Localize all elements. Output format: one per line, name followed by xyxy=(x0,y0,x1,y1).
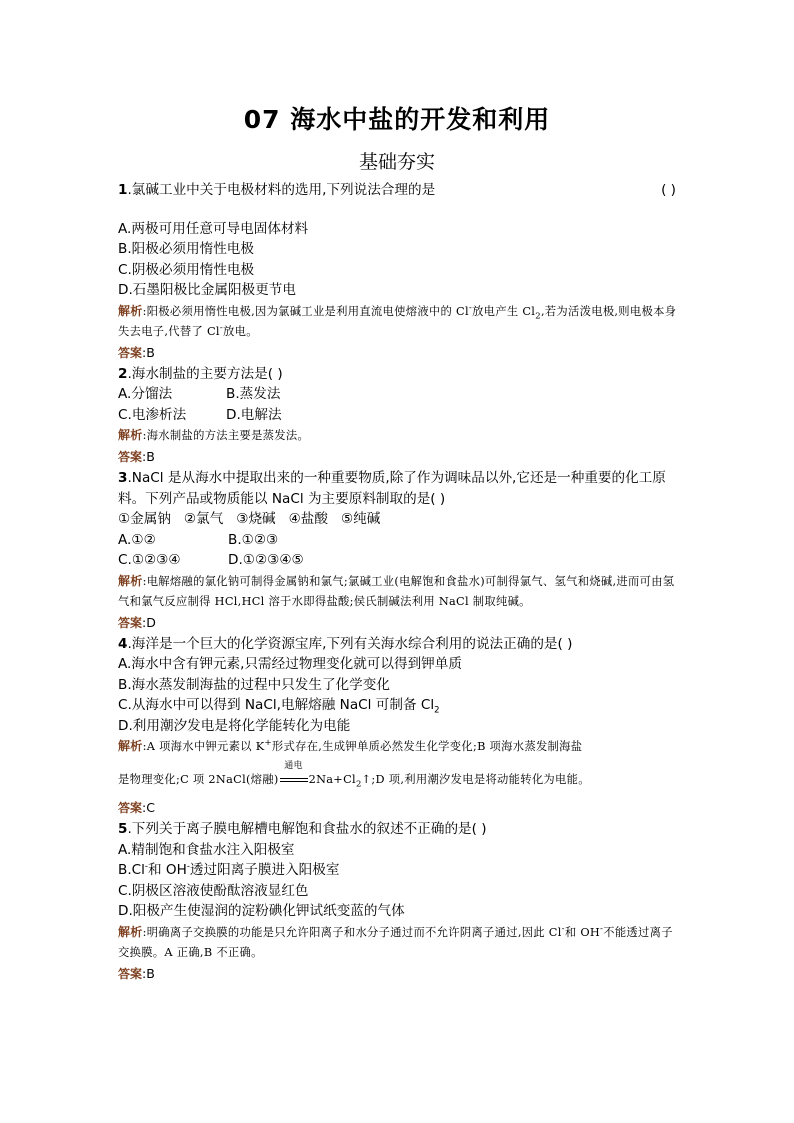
option-d: D.①②③④⑤ xyxy=(228,552,304,568)
reaction-arrow: 通电 xyxy=(280,763,308,797)
explanation: 解析:海水制盐的方法主要是蒸发法。 xyxy=(118,428,310,442)
option-c: C.电渗析法 xyxy=(118,406,187,423)
item-list: ①金属钠 ②氯气 ③烧碱 ④盐酸 ⑤纯碱 xyxy=(118,511,381,527)
section-subtitle: 基础夯实 xyxy=(358,151,435,173)
option-c: C.①②③④ xyxy=(118,552,181,568)
option-a: A.精制饱和食盐水注入阳极室 xyxy=(118,841,295,858)
question-list xyxy=(118,180,678,985)
answer: 答案:C xyxy=(118,800,155,815)
option-d: D.阳极产生使湿润的淀粉碘化钾试纸变蓝的气体 xyxy=(118,903,405,919)
option-c: C.阴极必须用惰性电极 xyxy=(118,261,255,278)
answer: 答案:B xyxy=(118,449,155,464)
explanation: 解析:阳极必须用惰性电极,因为氯碱工业是利用直流电使熔液中的 Cl-放电产生 $Cl_2$,若为活泼电极,则电极本身失去电子,代替了 Cl-放电。 xyxy=(118,302,677,338)
explanation: 解析:明确离子交换膜的功能是只允许阳离子和水分子通过而不允许阴离子通过,因此 Cl-和 OH-不能透过离子交换膜。A 正确,B 不正确。 xyxy=(118,923,673,959)
option-row xyxy=(118,405,678,426)
option-a: A.分馏法 xyxy=(118,386,173,402)
question-stem: 3.NaCl 是从海水中提取出来的一种重要物质,除了作为调味品以外,它还是一种重要的化工原料。下列产品或物质能以 NaCl 为主要原料制取的是( ) xyxy=(118,470,666,507)
explanation: 解析:A 项海水中钾元素以 K+形式存在,生成钾单质必然发生化学变化;B 项海水蒸发制海盐 xyxy=(118,738,583,753)
explanation-equation-line: 是物理变化;C 项 2NaCl(熔融) 通电 $2Na+Cl_2↑;D$ 项,利用潮汐发电是将动能转化为电能。 xyxy=(118,757,678,797)
answer-blank: ( ) xyxy=(661,182,676,198)
option-b: B.Cl-和 OH-透过阳离子膜进入阳极室 xyxy=(118,861,340,878)
question-2 xyxy=(118,364,678,469)
question-4 xyxy=(118,634,678,820)
option-a: A.海水中含有钾元素,只需经过物理变化就可以得到钾单质 xyxy=(118,656,462,672)
option-d: D.石墨阳极比金属阳极更节电 xyxy=(118,282,296,298)
explanation: 解析:电解熔融的氯化钠可制得金属钠和氯气;氯碱工业(电解饱和食盐水)可制得氯气、氢气和烧碱,进而可由氢气和氯气反应制得 HCl,HCl 溶于水即得盐酸;侯氏制碱法利用 NaCl 制取纯碱。 xyxy=(118,573,675,608)
answer: 答案:D xyxy=(118,614,156,630)
option-a: A.①② xyxy=(118,531,156,548)
option-c: C.阴极区溶液使酚酞溶液显红色 xyxy=(118,882,309,899)
answer: 答案:B xyxy=(118,344,155,360)
question-5 xyxy=(118,819,678,985)
question-stem: 5.下列关于离子膜电解槽电解饱和食盐水的叙述不正确的是( ) xyxy=(118,821,487,837)
option-row xyxy=(118,530,678,551)
option-d: D.利用潮汐发电是将化学能转化为电能 xyxy=(118,717,351,734)
option-b: B.海水蒸发制海盐的过程中只发生了化学变化 xyxy=(118,676,390,693)
option-c: C.从海水中可以得到 NaCl,电解熔融 NaCl 可制备 $Cl_2$ xyxy=(118,697,440,716)
option-b: B.①②③ xyxy=(228,531,279,548)
option-row xyxy=(118,384,678,405)
question-3 xyxy=(118,468,678,634)
option-b: B.阳极必须用惰性电极 xyxy=(118,241,254,257)
question-1 xyxy=(118,180,678,364)
option-a: A.两极可用任意可导电固体材料 xyxy=(118,220,309,237)
option-d: D.电解法 xyxy=(226,406,282,423)
page-title: 07 海水中盐的开发和利用 xyxy=(243,105,551,134)
option-b: B.蒸发法 xyxy=(226,386,281,402)
option-row xyxy=(118,550,678,571)
question-stem: 4.海洋是一个巨大的化学资源宝库,下列有关海水综合利用的说法正确的是( ) xyxy=(118,635,573,652)
question-stem: 1.氯碱工业中关于电极材料的选用,下列说法合理的是 ( ) xyxy=(118,180,678,201)
question-stem: 2.海水制盐的主要方法是( ) xyxy=(118,365,283,382)
answer: 答案:B xyxy=(118,965,155,981)
